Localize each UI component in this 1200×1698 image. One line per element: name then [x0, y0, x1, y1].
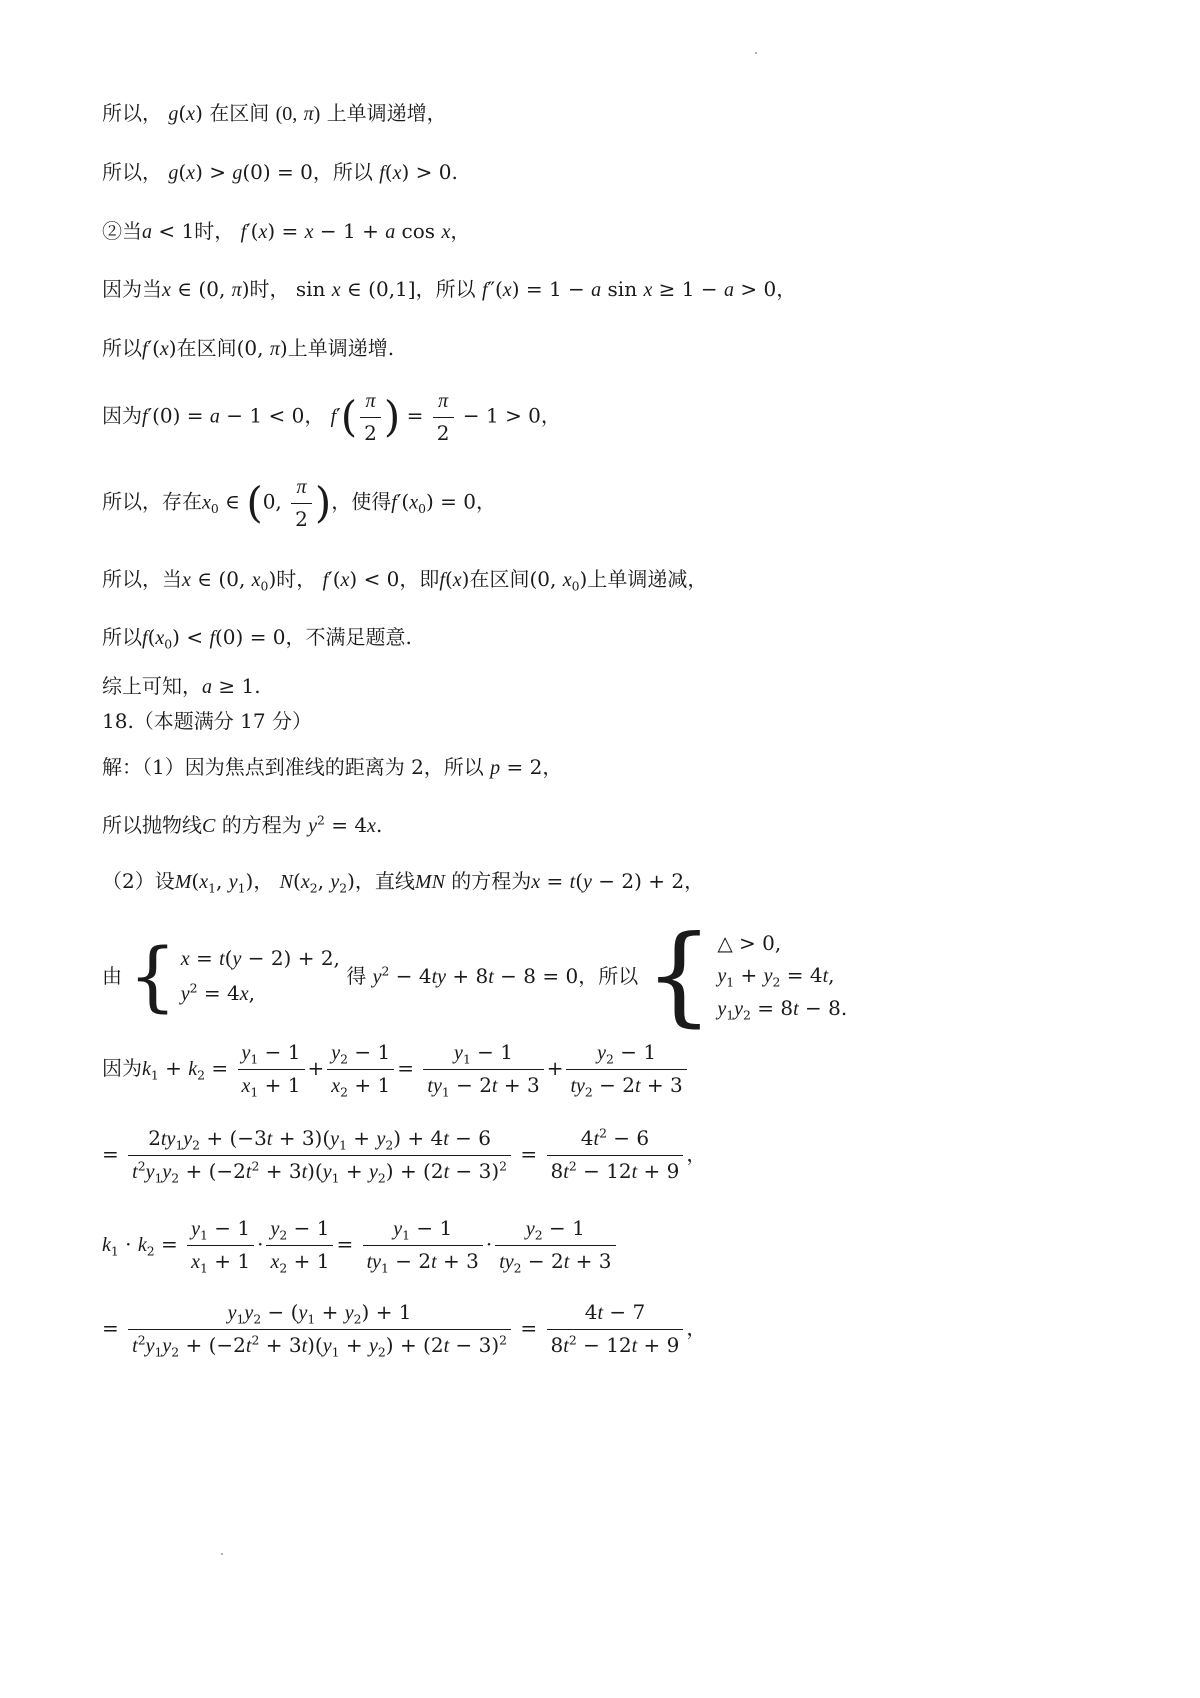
dot-bottom	[221, 1553, 223, 1555]
line-5: 所以f′(x)在区间(0, π)上单调递增.	[102, 336, 395, 360]
text: 时，	[249, 277, 290, 301]
text: 因为	[102, 403, 142, 428]
text: 的方程为	[451, 869, 532, 893]
line-18: $k_1 \cdot k_2$ = $\frac{y_1 - 1}{x_1 + 1}$ · $\frac{y_2 - 1}{x_2 + 1}$ = $\frac{y_1 - 1}{ty_1 - 2t + 3}$ · $\frac{y_2 - 1}{ty_2 - 2t + 3}$	[102, 1216, 619, 1275]
text: 所以，存在	[102, 489, 202, 514]
text: .	[375, 813, 383, 837]
text: ，	[253, 869, 274, 893]
line-6: 因为f′(0) = a − 1 < 0， f′( $\frac{\pi}{2}$ ) = $\frac{\pi}{2}$ − 1 > 0，	[102, 390, 561, 445]
text: ，	[686, 1316, 707, 1340]
line-3: ②当a < 1时， f′(x) = x − 1 + a cos x，	[102, 219, 471, 243]
text: ，	[540, 403, 561, 428]
text: 上单调递增.	[287, 336, 395, 360]
text: 的方程为	[221, 813, 302, 837]
text: ，	[304, 403, 325, 428]
text: （2）设	[102, 869, 175, 893]
text: 时，	[276, 567, 317, 591]
line-16: 因为$k_1 + k_2$ = $\frac{y_1 - 1}{x_1 + 1}$ + $\frac{y_2 - 1}{x_2 + 1}$ = $\frac{y_1 - 1}{ty_1 - 2t + 3}$ + $\frac{y_2 - 1}{ty_2 - 2t + 3}$	[102, 1040, 690, 1099]
text: ，	[450, 219, 471, 243]
text: ，所以	[578, 964, 639, 988]
line-13: 所以抛物线C 的方程为 $y^2 = 4x$.	[102, 812, 383, 837]
text: 解：（1）因为焦点到准线的距离为 2，所以	[102, 755, 484, 779]
text: .	[451, 160, 458, 184]
text: 在区间	[469, 567, 530, 591]
text: 所以，	[102, 160, 162, 184]
text: 因为	[102, 1056, 142, 1080]
text: ，	[542, 755, 563, 779]
text: 所以抛物线	[102, 813, 202, 837]
line-15: 由 { x = t(y − 2) + 2, $y^2 = 4x$, 得 $y^2 - 4ty + 8t - 8 = 0$，所以 { △ > 0, $y_1 + y_2 = 4t$, $y_1y_2 = 8t - 8$.	[102, 913, 848, 1038]
text: 上单调递增，	[326, 101, 447, 125]
text: ，所以	[312, 160, 373, 184]
text: ，直线	[354, 869, 415, 893]
line-12: 解：（1）因为焦点到准线的距离为 2，所以 p = 2，	[102, 755, 563, 779]
text: 因为当	[102, 277, 162, 301]
line-17: = $\frac{2ty_1y_2 + (-3t + 3)(y_1 + y_2) + 4t - 6}{t^2y_1y_2 + (-2t^2 + 3t)(y_1 + y_2) + (2t - 3)^2}$ = $\frac{4t^2 - 6}{8t^2 - 12t + 9}$ ，	[102, 1125, 707, 1186]
line-9: 所以$f(x_0) < f(0) = 0$，不满足题意.	[102, 625, 412, 652]
line-10: 综上可知，a ≥ 1.	[102, 674, 261, 698]
text: 所以	[102, 336, 142, 360]
text: ，	[475, 489, 496, 514]
text: ，使得	[331, 489, 392, 514]
text: ，	[684, 869, 705, 893]
text: 所以	[102, 625, 142, 649]
line-2: 所以， g(x) > g(0) = 0，所以 f(x) > 0.	[102, 160, 458, 184]
text: 所以，当	[102, 567, 182, 591]
line-7: 所以，存在$x_0$ ∈ (0, $\frac{\pi}{2}$ )，使得$f'(x_0) = 0$，	[102, 476, 496, 531]
problem-18-heading: 18.（本题满分 17 分）	[102, 709, 312, 733]
text: ，	[776, 277, 797, 301]
text: 在区间	[209, 101, 270, 125]
text: ②当	[102, 219, 142, 243]
text: 得	[346, 964, 367, 988]
line-19: = $\frac{y_1y_2 - (y_1 + y_2) + 1}{t^2y_1y_2 + (-2t^2 + 3t)(y_1 + y_2) + (2t - 3)^2}$ = $\frac{4t - 7}{8t^2 - 12t + 9}$ ，	[102, 1300, 707, 1360]
dot-top-right	[755, 52, 757, 54]
text: ，不满足题意.	[285, 625, 412, 649]
text: 上单调递减，	[587, 567, 708, 591]
text: ，	[686, 1142, 707, 1166]
text: 综上可知，	[102, 674, 202, 698]
text: 在区间	[176, 336, 237, 360]
text: ，所以	[415, 277, 476, 301]
text: 所以，	[102, 101, 162, 125]
line-14: （2）设$M(x_1$, $y_1$)， $N(x_2$, $y_2$)，直线MN 的方程为x = t(y − 2) + 2，	[102, 869, 705, 896]
text: ，即	[399, 567, 440, 591]
text: 时，	[194, 219, 235, 243]
text: .	[254, 674, 261, 698]
line-4: 因为当x ∈ (0, π)时， sin x ∈ (0,1]，所以 f″(x) = 1 − a sin x ≥ 1 − a > 0，	[102, 277, 797, 301]
line-1: 所以， g(x) 在区间 (0, π) 上单调递增，	[102, 101, 447, 125]
text: 由	[102, 964, 122, 988]
line-8: 所以，当x ∈ (0, $x_0$)时， f′(x) < 0，即f(x)在区间(0, $x_0$)上单调递减，	[102, 567, 708, 594]
